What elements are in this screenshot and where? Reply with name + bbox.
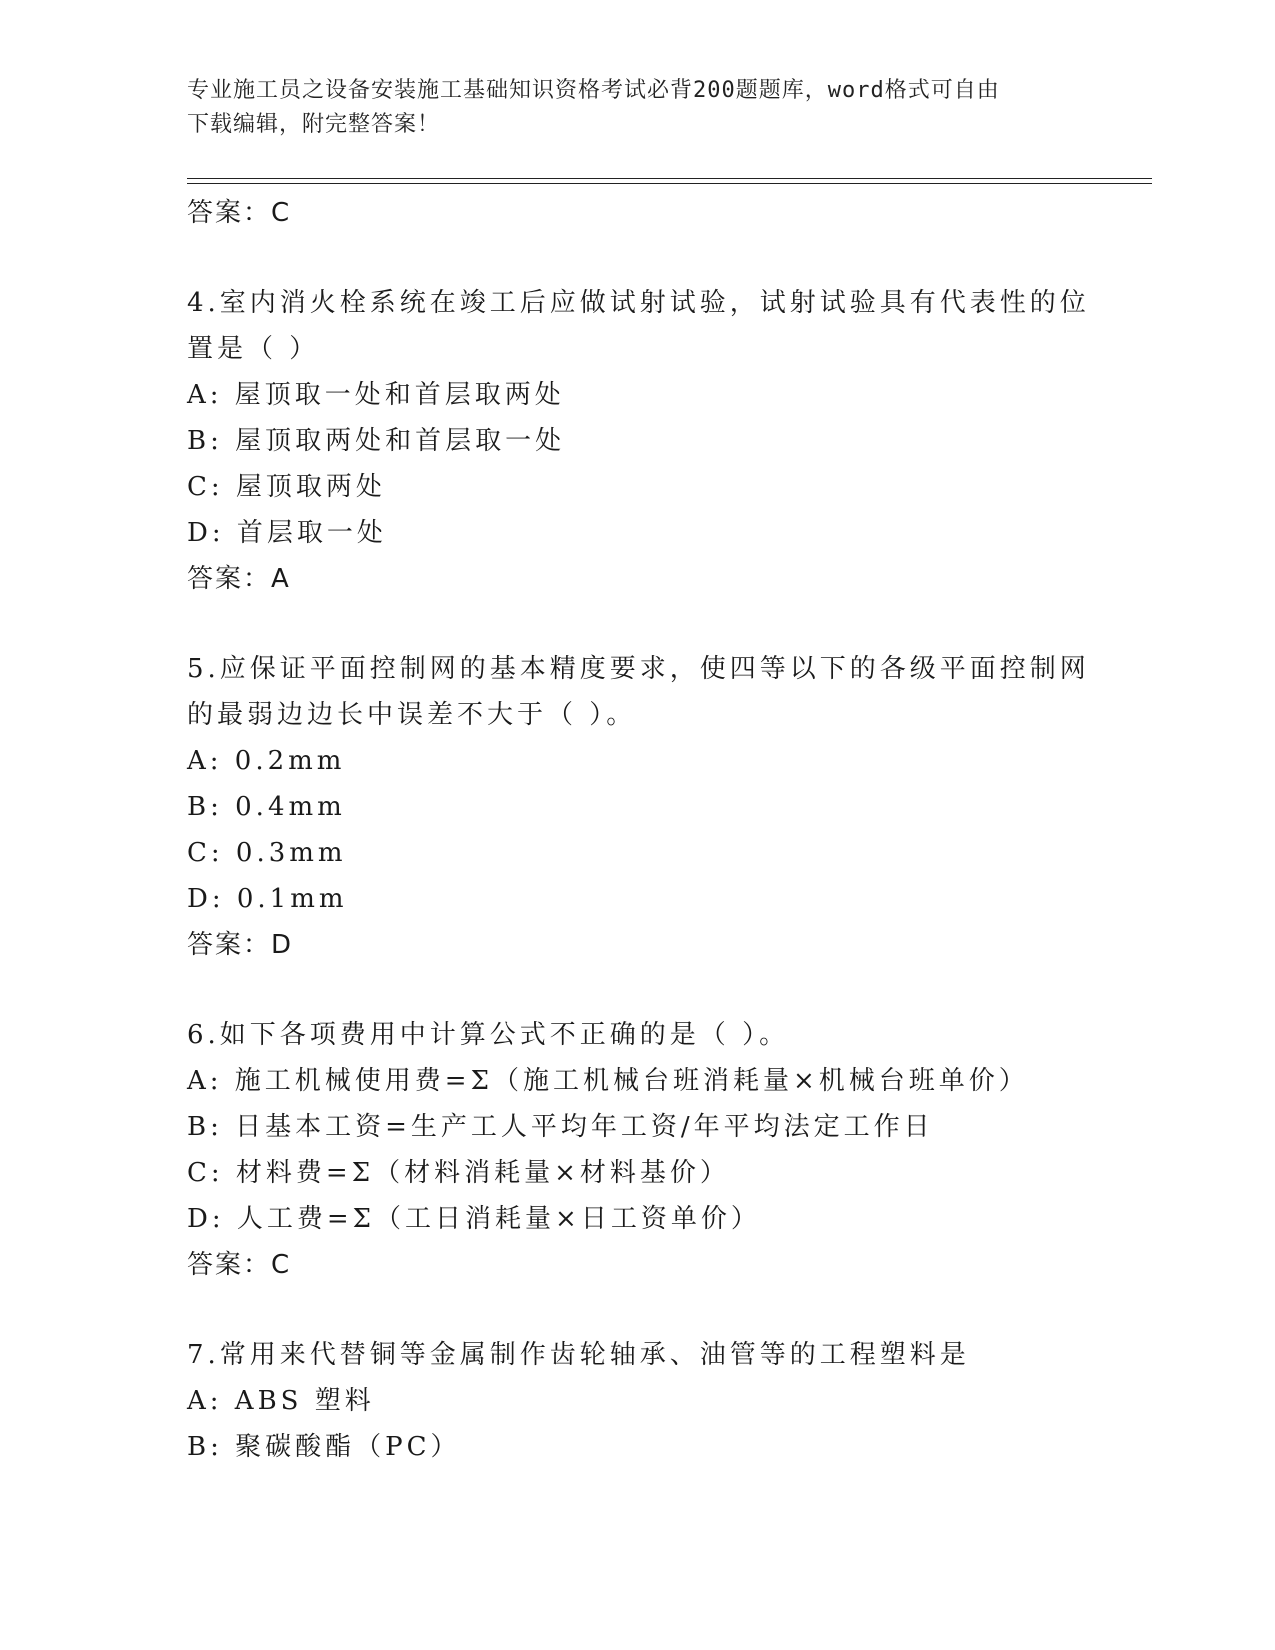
option-a: A: ABS 塑料 [187, 1386, 375, 1416]
header-divider-top [187, 178, 1152, 179]
option-d: D: 0.1mm [187, 884, 348, 914]
option-c: C: 0.3mm [187, 838, 347, 868]
question-block [187, 1332, 1087, 1470]
option-c: C: 材料费=Σ（材料消耗量×材料基价） [187, 1158, 730, 1188]
question-block [187, 280, 1090, 602]
header-line-2: 下载编辑，附完整答案！ [187, 112, 441, 137]
option-a: A: 施工机械使用费=Σ（施工机械台班消耗量×机械台班单价） [187, 1066, 1029, 1096]
question-stem: 7.常用来代替铜等金属制作齿轮轴承、油管等的工程塑料是 [187, 1340, 970, 1370]
question-stem: 的最弱边边长中误差不大于（ ）。 [187, 700, 637, 730]
question-stem: 6.如下各项费用中计算公式不正确的是（ ）。 [187, 1020, 790, 1050]
answer-line: 答案：A [187, 564, 291, 594]
answer-line: 答案：D [187, 930, 294, 960]
question-list [187, 190, 1090, 1470]
header-divider-bottom [187, 183, 1152, 184]
option-c: C: 屋顶取两处 [187, 472, 386, 502]
answer-line: 答案：C [187, 1250, 292, 1280]
question-stem: 5.应保证平面控制网的基本精度要求，使四等以下的各级平面控制网 [187, 654, 1090, 684]
question-stem: 4.室内消火栓系统在竣工后应做试射试验，试射试验具有代表性的位 [187, 288, 1090, 318]
option-a: A: 屋顶取一处和首层取两处 [187, 380, 565, 410]
document-header [187, 74, 1067, 142]
option-b: B: 聚碳酸酯（PC） [187, 1432, 461, 1462]
question-block [187, 646, 1090, 968]
header-line-1: 专业施工员之设备安装施工基础知识资格考试必背200题题库，word格式可自由 [187, 78, 1000, 103]
option-b: B: 屋顶取两处和首层取一处 [187, 426, 566, 456]
option-d: D: 首层取一处 [187, 518, 387, 548]
option-a: A: 0.2mm [187, 746, 346, 776]
option-d: D: 人工费=Σ（工日消耗量×日工资单价） [187, 1204, 761, 1234]
answer-line: 答案：C [187, 198, 292, 228]
question-block [187, 1012, 1087, 1288]
option-b: B: 0.4mm [187, 792, 346, 822]
option-b: B: 日基本工资=生产工人平均年工资/年平均法定工作日 [187, 1112, 934, 1142]
question-stem: 置是（ ） [187, 334, 320, 364]
